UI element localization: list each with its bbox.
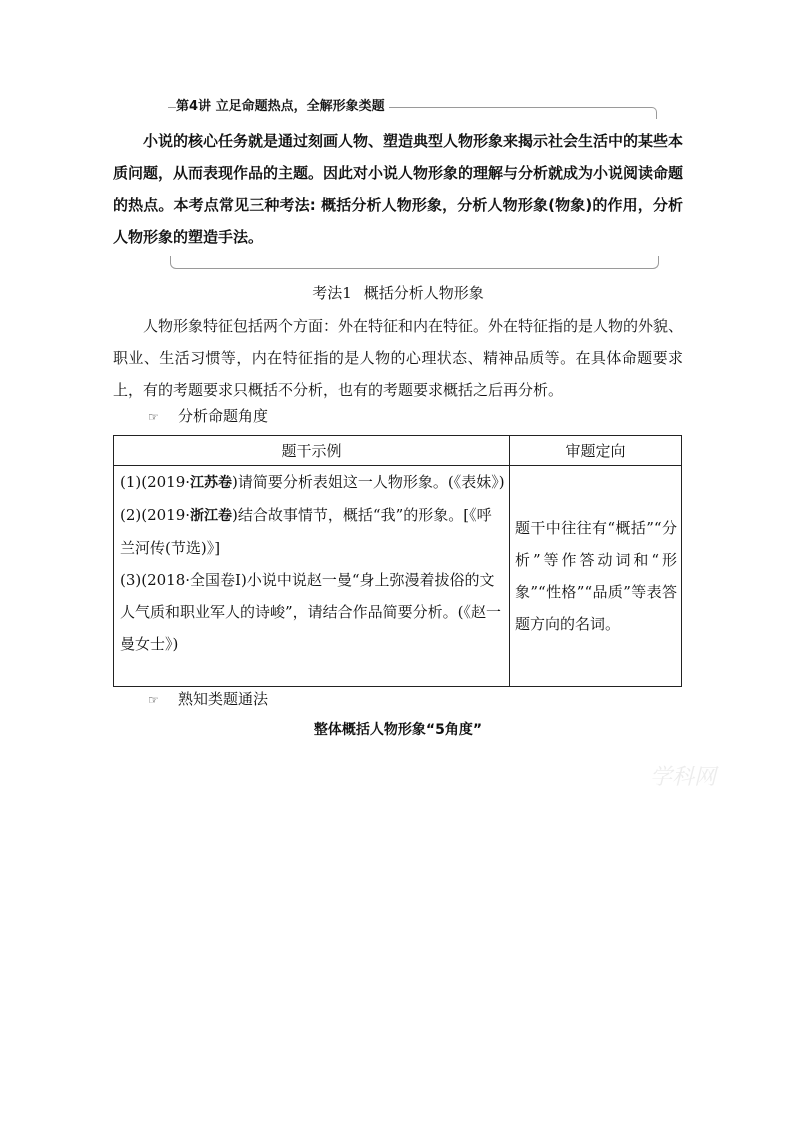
subtitle: 整体概括人物形象“5角度” (313, 722, 483, 738)
examples-cell (114, 466, 510, 687)
example-text: )小说中说赵一曼“身上弥漫着拔俗的文人气质和职业军人的诗峻”，请结合作品简要分析。(《赵一曼女士》) (120, 571, 502, 653)
direction-cell: 题干中往往有“概括”“分析”等作答动词和“形象”“性格”“品质”等表答题方向的名词。 (510, 466, 682, 687)
intro-box (113, 125, 683, 253)
watermark: 学科网 (650, 765, 717, 790)
question-angle-table (113, 435, 682, 687)
table-header-examples: 题干示例 (114, 436, 510, 466)
example-source: 浙江卷 (190, 508, 233, 524)
pointing-hand-icon: ☞ (148, 410, 159, 424)
table-row (114, 466, 682, 687)
example-prefix: (3)(2018· (120, 571, 191, 589)
bullet-angle (148, 404, 268, 429)
example-source: 全国卷Ⅰ (190, 571, 241, 589)
example-source: 江苏卷 (190, 475, 233, 491)
pointing-hand-icon: ☞ (148, 693, 159, 707)
bullet-angle-label: 分析命题角度 (178, 407, 269, 425)
table-header-direction: 审题定向 (510, 436, 682, 466)
example-item-1 (120, 466, 505, 499)
bullet-method (148, 687, 268, 712)
section-title (113, 281, 683, 305)
intro-bracket-line (170, 256, 659, 269)
example-item-2 (120, 499, 505, 564)
bullet-method-label: 熟知类题通法 (178, 690, 269, 708)
table-header-row (114, 436, 682, 466)
example-prefix: (2)(2019· (120, 506, 191, 524)
intro-text: 小说的核心任务就是通过刻画人物、塑造典型人物形象来揭示社会生活中的某些本质问题，从而表现作品的主题。因此对小说人物形象的理解与分析就成为小说阅读命题的热点。本考点常见三种考法: 概括分析人物形象，分析人物形象(物象)的作用，分析人物形象的塑造手法。 (113, 132, 684, 246)
example-text: )结合故事情节，概括“我”的形象。[《呼兰河传(节选)》] (120, 506, 492, 557)
lecture-title: 第4讲 立足命题热点，全解形象类题 (176, 99, 389, 115)
example-item-3 (120, 564, 505, 660)
method-title: 概括分析人物形象 (363, 284, 484, 302)
method-label: 考法1 (312, 284, 352, 302)
body-paragraph: 人物形象特征包括两个方面：外在特征和内在特征。外在特征指的是人物的外貌、职业、生活习惯等，内在特征指的是人物的心理状态、精神品质等。在具体命题要求上，有的考题要求只概括不分析，也有的考题要求概括之后再分析。 (113, 317, 684, 399)
example-text: )请简要分析表姐这一人物形象。(《表妹》) (232, 473, 505, 491)
example-prefix: (1)(2019· (120, 473, 191, 491)
